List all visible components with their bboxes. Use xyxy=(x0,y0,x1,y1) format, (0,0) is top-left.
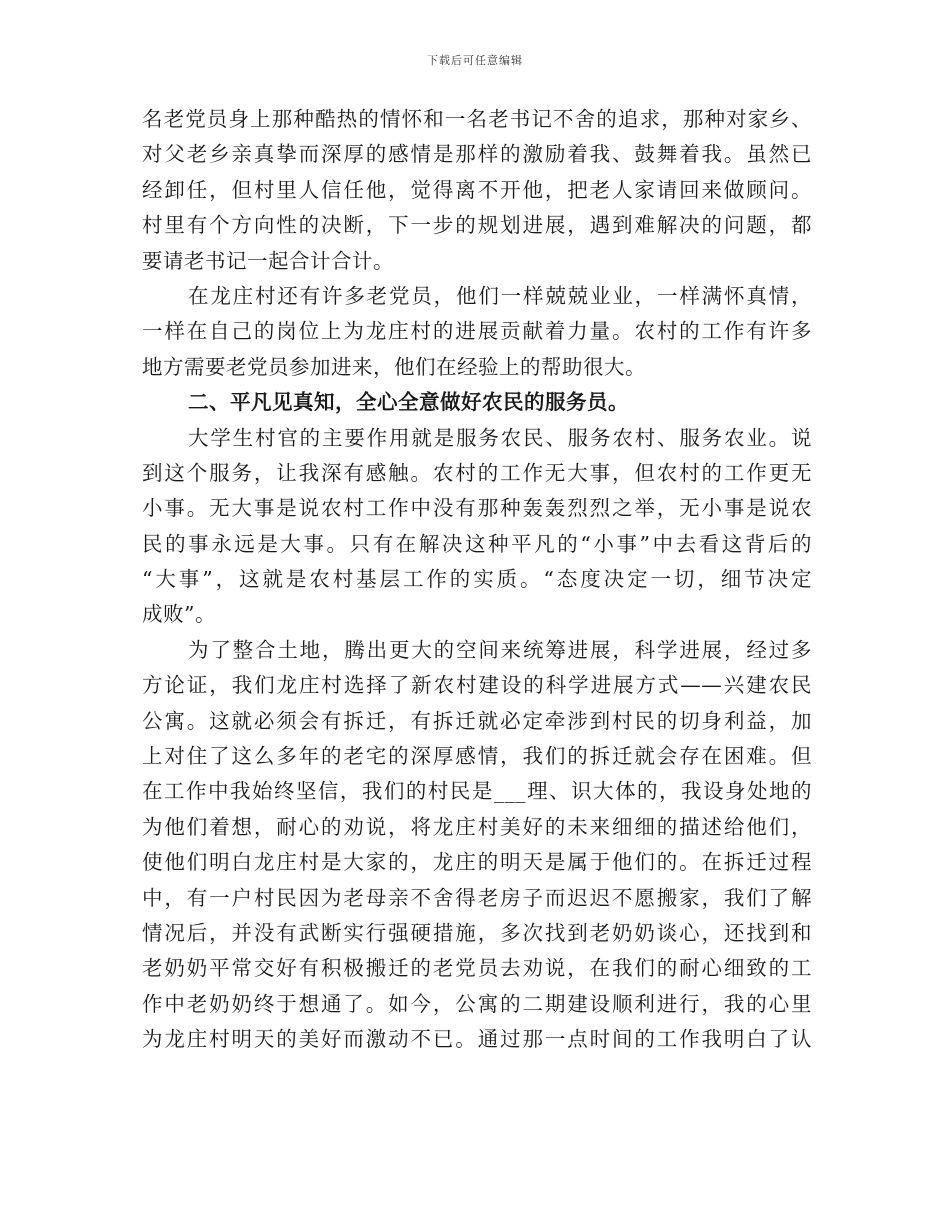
text-line: 中，有一户村民因为老母亲不舍得老房子而迟迟不愿搬家，我们了解 xyxy=(142,885,812,910)
paragraph xyxy=(142,279,812,385)
paragraph xyxy=(142,421,812,633)
text-line: 到这个服务，让我深有感触。农村的工作无大事，但农村的工作更无 xyxy=(142,460,812,485)
section-heading xyxy=(142,385,812,420)
paragraph xyxy=(142,633,812,1058)
text-line: 民的事永远是大事。只有在解决这种平凡的“小事”中去看这背后的 xyxy=(142,531,812,556)
text-line: 使他们明白龙庄村是大家的，龙庄的明天是属于他们的。在拆迁过程 xyxy=(142,850,812,875)
paragraph xyxy=(142,102,812,279)
text-line: 对父老乡亲真挚而深厚的感情是那样的激励着我、鼓舞着我。虽然已 xyxy=(142,142,812,167)
text-line: 一样在自己的岗位上为龙庄村的进展贡献着力量。农村的工作有许多 xyxy=(142,319,812,344)
text-line: 为龙庄村明天的美好而激动不已。通过那一点时间的工作我明白了认 xyxy=(142,1027,812,1052)
text-line: 情况后，并没有武断实行强硬措施，多次找到老奶奶谈心，还找到和 xyxy=(142,920,812,945)
text-line: 大学生村官的主要作用就是服务农民、服务农村、服务农业。说 xyxy=(188,425,812,450)
text-line: 方论证，我们龙庄村选择了新农村建设的科学进展方式——兴建农民 xyxy=(142,673,812,698)
text-line: 在工作中我始终坚信，我们的村民是___理、识大体的，我设身处地的 xyxy=(142,779,812,804)
text-line: 在龙庄村还有许多老党员，他们一样兢兢业业，一样满怀真情， xyxy=(188,283,812,308)
text-line: “大事”，这就是农村基层工作的实质。“态度决定一切，细节决定 xyxy=(142,567,812,592)
text-line: 公寓。这就必须会有拆迁，有拆迁就必定牵涉到村民的切身利益，加 xyxy=(142,708,812,733)
text-line: 经卸任，但村里人信任他，觉得离不开他，把老人家请回来做顾问。 xyxy=(142,177,812,202)
text-line: 二、平凡见真知，全心全意做好农民的服务员。 xyxy=(188,390,629,415)
text-line: 为了整合土地，腾出更大的空间来统筹进展，科学进展，经过多 xyxy=(188,637,812,662)
page-header: 下载后可任意编辑 xyxy=(427,54,523,67)
text-line: 小事。无大事是说农村工作中没有那种轰轰烈烈之举，无小事是说农 xyxy=(142,496,812,521)
text-line: 名老党员身上那种酷热的情怀和一名老书记不舍的追求，那种对家乡、 xyxy=(142,107,812,131)
text-line: 老奶奶平常交好有积极搬迁的老党员去劝说，在我们的耐心细致的工 xyxy=(142,956,812,981)
text-line: 上对住了这么多年的老宅的深厚感情，我们的拆迁就会存在困难。但 xyxy=(142,744,812,769)
text-line: 地方需要老党员参加进来，他们在经验上的帮助很大。 xyxy=(142,354,646,379)
text-line: 作中老奶奶终于想通了。如今，公寓的二期建设顺利进行，我的心里 xyxy=(142,991,812,1016)
text-line: 要请老书记一起合计合计。 xyxy=(142,248,394,273)
text-line: 成败”。 xyxy=(142,602,216,627)
text-line: 为他们着想，耐心的劝说，将龙庄村美好的未来细细的描述给他们， xyxy=(142,814,812,839)
document-body xyxy=(142,102,812,1058)
text-line: 村里有个方向性的决断，下一步的规划进展，遇到难解决的问题，都 xyxy=(142,213,812,238)
